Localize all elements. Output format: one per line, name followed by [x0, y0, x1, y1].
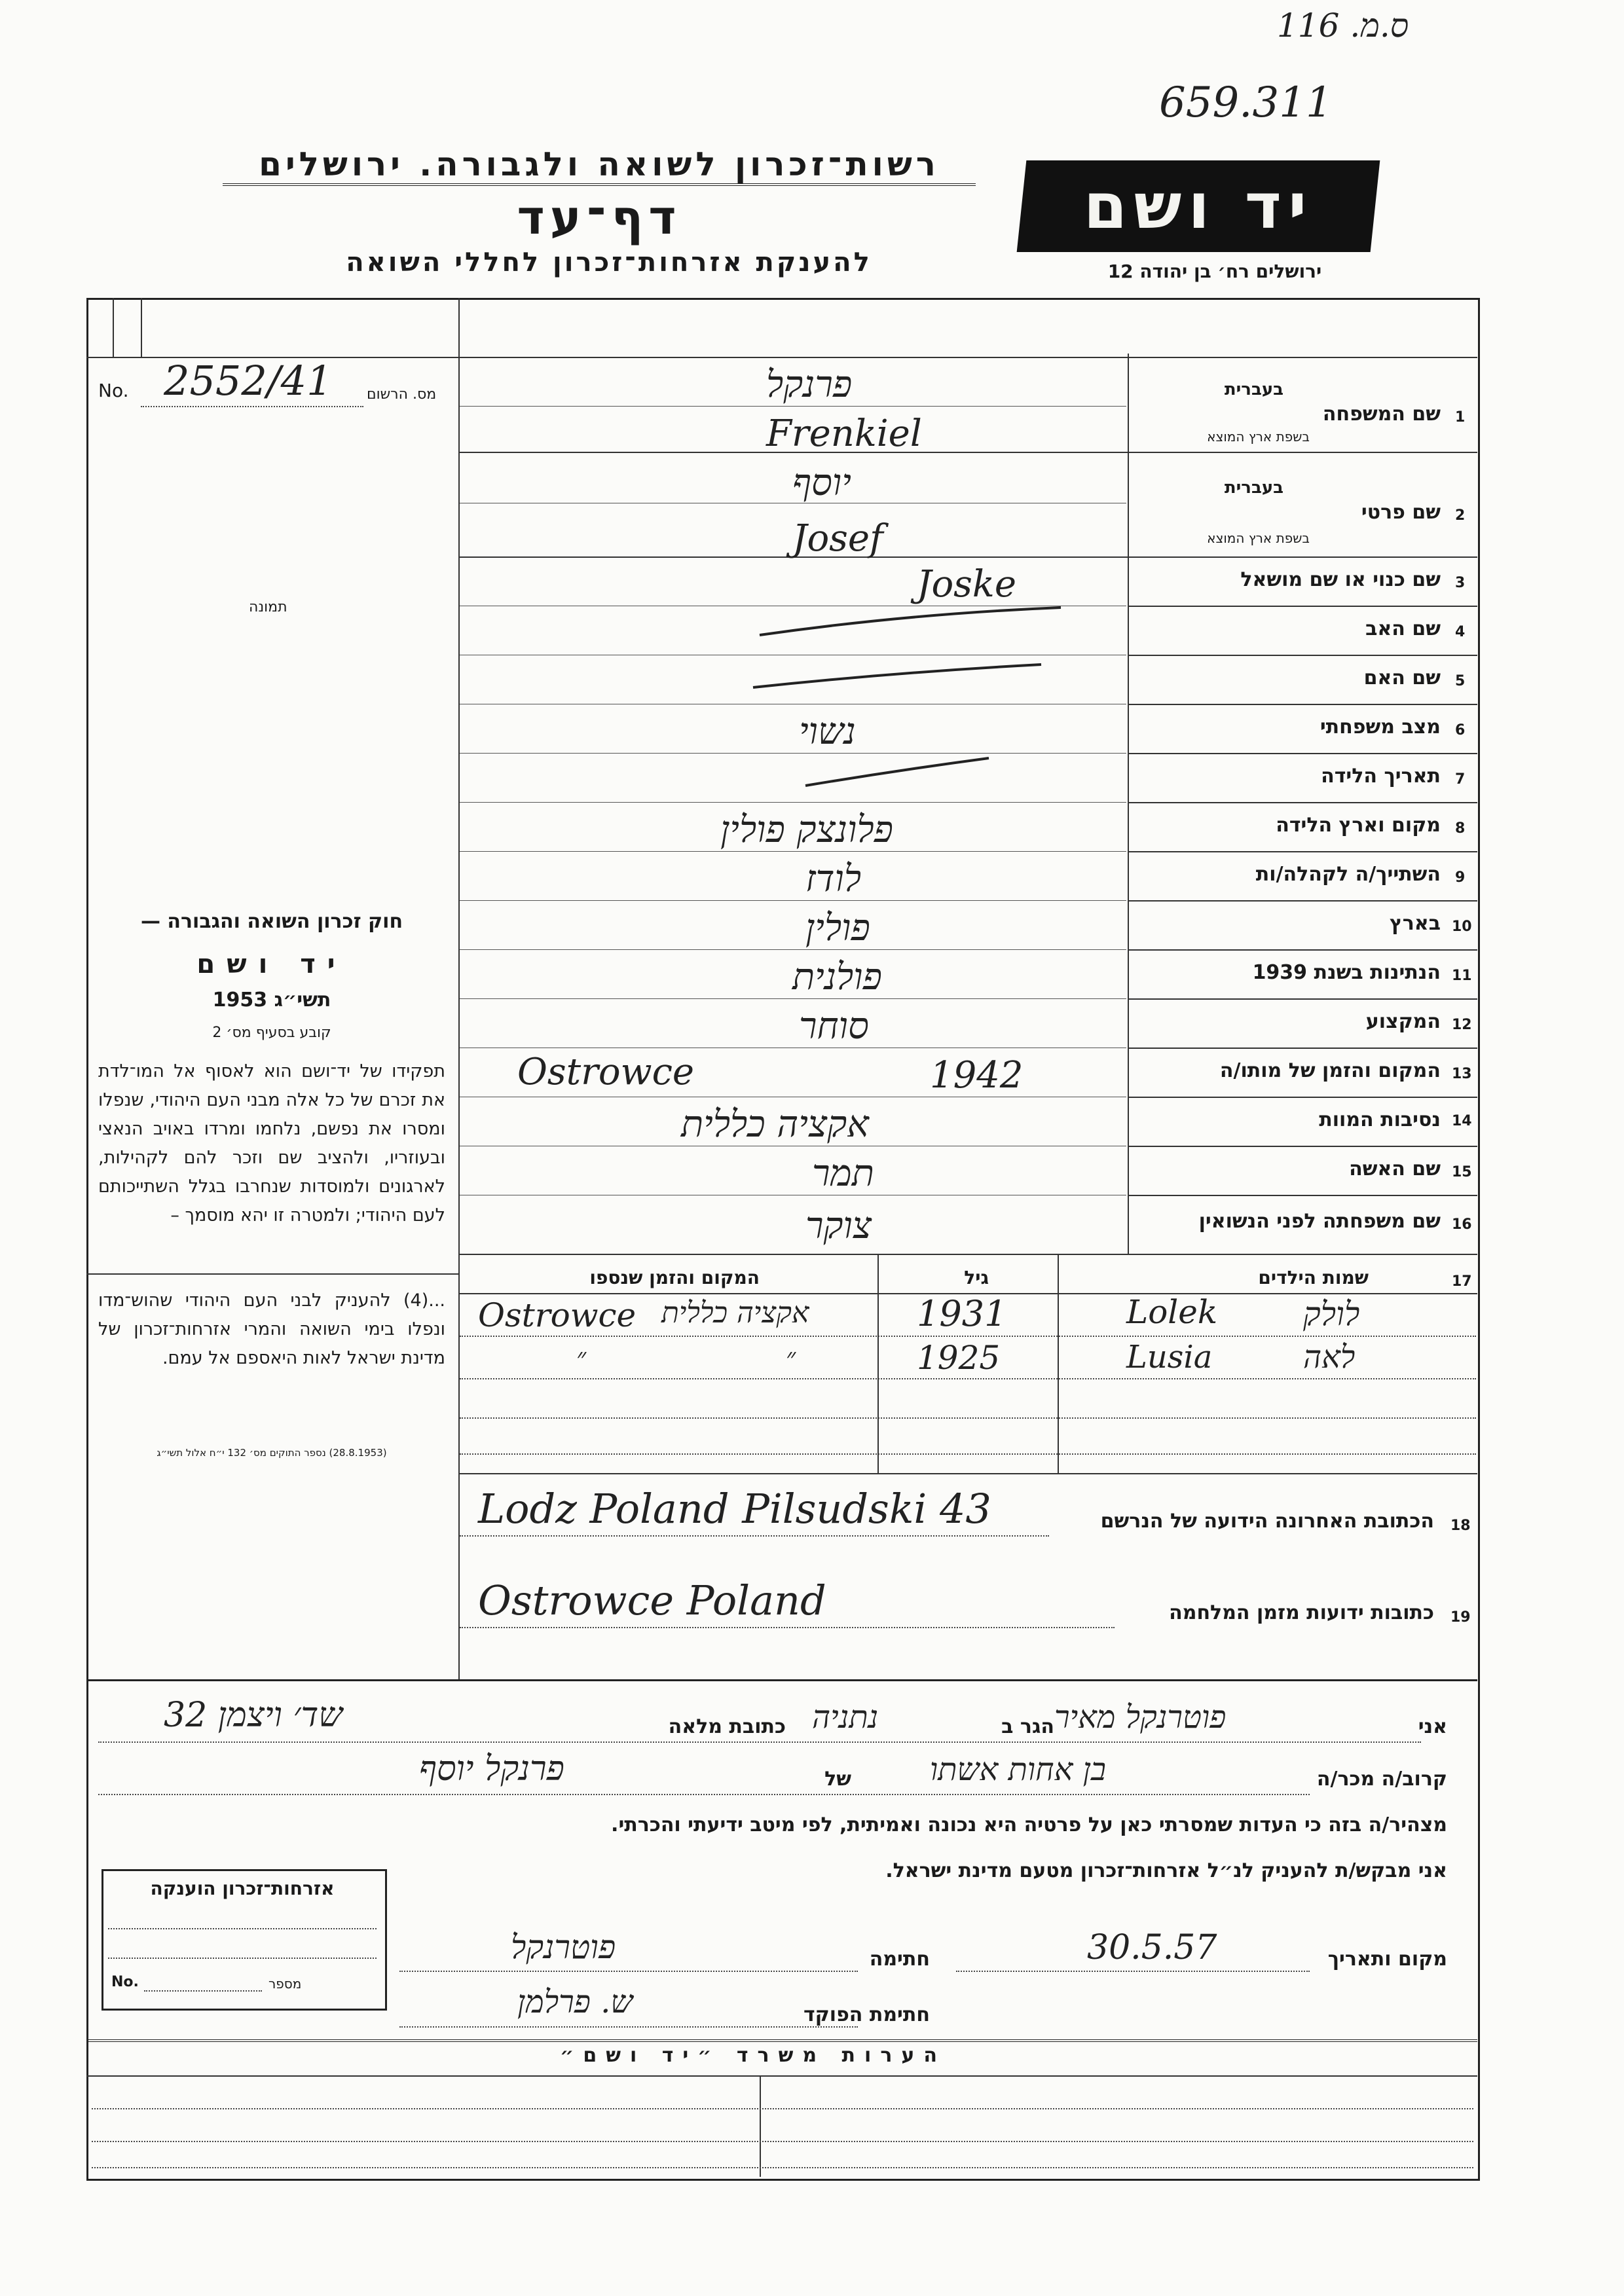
field-18-number: 18	[1450, 1518, 1471, 1534]
field-11-number: 11	[1452, 968, 1472, 984]
field-8-value: פלונצק פולין	[720, 809, 894, 851]
signature-value: פוטרנקל	[511, 1928, 616, 1966]
citizenship-num-label: מספר	[268, 1976, 302, 1992]
field-16-value: צוקר	[805, 1205, 872, 1247]
declarant-gar-value: נתניה	[812, 1699, 879, 1736]
row-line	[1128, 753, 1477, 754]
declarant-line-1	[98, 1741, 1421, 1743]
field-10-number: 10	[1452, 919, 1472, 935]
row-line	[1128, 998, 1477, 1000]
law-paragraph-1: תפקידו של יד־ושם הוא לאסוף אל המו־לדת את זכרם של כל אלה מבני העם היהודי, שנפלו ומסרו את נפשם, נלחמו ומרדו באויב הנאצי ובעוזריו, ולהציב שם וזכר להם לקהילות, לארגונים ולמוסדות שנחרבו בגלל השתייכותם לעם היהודי; ולמטרה זו יהא מוסמך –	[98, 1061, 445, 1226]
logo-text: יד ושם	[1083, 170, 1314, 243]
row-line	[1128, 1048, 1477, 1049]
field-1-value-hebrew: פרנקל	[766, 363, 853, 406]
citizenship-line-2	[108, 1958, 377, 1959]
field-9-value: לודז	[805, 858, 862, 900]
left-col-divider	[458, 298, 460, 1679]
law-separator	[86, 1273, 460, 1275]
reg-no-dots	[141, 406, 363, 407]
declarant-addr-label: כתובת מלאה	[668, 1715, 786, 1738]
row-line	[1128, 1097, 1477, 1098]
field-18-value: Lodz Poland Pilsudski 43	[478, 1485, 991, 1533]
declarant-line-2	[98, 1794, 1310, 1795]
law-name: יד ושם	[196, 949, 347, 979]
field-10-label: בארץ	[1389, 912, 1441, 935]
child-2-name-latin: Lusia	[1126, 1339, 1213, 1376]
field-15-value: תמר	[812, 1152, 874, 1195]
field-3-label: שם כנוי או שם מושאל	[1240, 568, 1441, 591]
field-2-sub-origin: בשפת ארץ המוצא	[1207, 530, 1310, 546]
signature-label: חתימה	[869, 1948, 930, 1971]
citizenship-line-1	[108, 1928, 377, 1929]
declaration-text: מצהיר/ה בזה כי העדות שמסרתי כאן על פרטיה היא נכונה ואמיתית, לפי מיטב ידיעתי והכרתי.	[611, 1813, 1447, 1836]
field-1-sub-hebrew: בעברית	[1224, 380, 1283, 399]
record-number-annotation: 659.311	[1159, 79, 1333, 127]
field-1-number: 1	[1455, 409, 1466, 426]
field-2-value-latin: Josef	[792, 517, 883, 560]
law-paragraph-2: ...(4) להעניק לבני העם היהודי שהוש־מדו ונפלו בימי השואה והמרי אזרחות־זכרון של מדינת ישראל לאות היאספם אל עמם.	[98, 1290, 445, 1368]
law-footnote: (28.8.1953) נספר התוקים מס׳ 132 י״ח אלול תשי״ג	[157, 1447, 387, 1459]
children-row-line	[460, 1417, 1476, 1419]
reg-no-value: 2552/41	[164, 357, 333, 405]
field-5-strike	[747, 658, 1048, 697]
children-col-names: שמות הילדים	[1258, 1267, 1369, 1288]
remarks-title: הערות משרד ״יד ושם״	[560, 2044, 946, 2067]
place-date-value: 30.5.57	[1087, 1928, 1217, 1967]
field-16-number: 16	[1452, 1216, 1472, 1233]
fill-line	[460, 802, 1126, 803]
authority-heading: רשות־זכרון לשואה ולגבורה. ירושלים	[223, 145, 976, 186]
field-9-number: 9	[1455, 869, 1466, 886]
yad-vashem-logo	[1017, 160, 1380, 252]
field-3-value: Joske	[917, 563, 1016, 606]
row-line	[458, 556, 1477, 558]
fill-line	[460, 900, 1126, 901]
child-2-year: 1925	[917, 1339, 1001, 1377]
reg-no-caption: מס. הרשום	[367, 386, 437, 403]
fill-line	[460, 998, 1126, 999]
declarant-rel-value: בן אחות אשתו	[930, 1751, 1106, 1788]
field-10-value: פולין	[805, 907, 870, 949]
field-13-label: המקום והזמן של מותו/ה	[1219, 1059, 1441, 1082]
field-3-number: 3	[1455, 575, 1466, 591]
row-line	[1128, 1146, 1477, 1147]
field-6-number: 6	[1455, 722, 1466, 738]
remarks-top-line	[86, 2039, 1477, 2042]
field-12-number: 12	[1452, 1017, 1472, 1033]
field-8-number: 8	[1455, 820, 1466, 837]
row-line	[1128, 949, 1477, 951]
field-15-label: שם האשה	[1349, 1157, 1441, 1180]
declarant-ani-label: אני	[1418, 1715, 1447, 1738]
field-17-number: 17	[1452, 1273, 1472, 1290]
declarant-addr-value: שד׳ ויצמן 32	[164, 1696, 343, 1735]
fill-line	[460, 949, 1126, 950]
field-6-label: מצב משפחתי	[1320, 716, 1441, 738]
child-1-place: Ostrowce	[478, 1296, 637, 1334]
row-line	[458, 452, 1477, 453]
declarant-top-line	[86, 1679, 1477, 1681]
field-11-value: פולנית	[792, 956, 882, 998]
field-4-strike	[753, 602, 1067, 642]
field-1-sub-origin: בשפת ארץ המוצא	[1207, 429, 1310, 445]
field-5-label: שם האם	[1363, 666, 1441, 689]
field-19-label: כתובות ידועות מזמן המלחמה	[1169, 1601, 1434, 1624]
place-date-line	[956, 1971, 1310, 1972]
children-row-line	[460, 1453, 1476, 1455]
children-row-line	[460, 1378, 1476, 1379]
row-line	[1128, 1195, 1477, 1196]
row-line	[1128, 655, 1477, 656]
row-line	[1128, 851, 1477, 852]
officer-signature-line	[399, 2026, 858, 2028]
row-line	[1128, 704, 1477, 705]
field-11-label: הנתינות בשנת 1939	[1252, 961, 1441, 984]
declarant-of-label: של	[824, 1768, 851, 1791]
field-4-label: שם האב	[1365, 617, 1441, 640]
field-1-label: שם המשפחה	[1322, 403, 1441, 426]
field-7-label: תאריך הלידה	[1321, 765, 1441, 788]
field-18-label: הכתובת האחרונה הידועה של הנרשם	[1100, 1510, 1434, 1533]
law-title: חוק זכרון השואה והגבורה —	[140, 910, 403, 933]
remarks-header-line	[86, 2075, 1477, 2077]
children-col-age: גיל	[964, 1267, 989, 1288]
fill-line	[460, 851, 1126, 852]
field-14-label: נסיבות המוות	[1319, 1108, 1441, 1131]
field-4-number: 4	[1455, 624, 1466, 640]
request-text: אני מבקש/ת להעניק לנ״ל אזרחות־זכרון מטעם מדינת ישראל.	[885, 1859, 1447, 1882]
children-col-div-1	[877, 1254, 879, 1473]
row-line	[1128, 802, 1477, 803]
field-8-label: מקום וארץ הלידה	[1276, 814, 1441, 837]
field-2-label: שם פרטי	[1361, 501, 1441, 524]
field-5-number: 5	[1455, 673, 1466, 689]
field-13-value-place: Ostrowce	[517, 1051, 695, 1093]
children-col-place: המקום והזמן שנספו	[589, 1267, 760, 1288]
header-tick-2	[141, 298, 142, 357]
photo-label: תמונה	[249, 599, 287, 615]
field-7-strike	[799, 753, 995, 792]
field-12-label: המקצוע	[1365, 1010, 1441, 1033]
child-1-year: 1931	[917, 1293, 1007, 1334]
field-13-value-year: 1942	[930, 1054, 1024, 1097]
row-line	[1128, 606, 1477, 607]
field-14-number: 14	[1452, 1113, 1472, 1129]
form-title: דף־עד	[517, 190, 682, 245]
law-clause: קובע בסעיף מס׳ 2	[212, 1025, 331, 1041]
field-6-value: נשוי	[799, 710, 856, 753]
declarant-name: פוטרנקל מאיר	[1054, 1699, 1227, 1736]
law-year: תשי״ג 1953	[212, 989, 331, 1011]
reg-no-label: No.	[98, 380, 129, 401]
signature-line	[399, 1971, 858, 1972]
children-bottom-line	[458, 1473, 1477, 1474]
remarks-line-3	[92, 2167, 1473, 2168]
fill-line	[460, 406, 1126, 407]
remarks-line-1	[92, 2108, 1473, 2109]
field-9-label: השתייך/ה לקהלה/ות	[1255, 863, 1441, 886]
field-12-value: סוחר	[799, 1005, 869, 1048]
field-13-number: 13	[1452, 1066, 1472, 1082]
form-subtitle: להענקת אזרחות־זכרון לחללי השואה	[346, 247, 872, 278]
children-col-div-2	[1058, 1254, 1059, 1473]
field-2-number: 2	[1455, 507, 1466, 524]
child-2-name-hebrew: לאה	[1303, 1339, 1356, 1376]
place-date-label: מקום ותאריך	[1327, 1948, 1447, 1971]
field-19-value: Ostrowce Poland	[478, 1576, 826, 1624]
field-16-label: שם משפחתה לפני הנשואין	[1198, 1210, 1441, 1233]
field-14-value: אקציה כללית	[681, 1103, 869, 1146]
field-15-number: 15	[1452, 1164, 1472, 1180]
declarant-gar-label: הגר ב	[1001, 1715, 1054, 1738]
field-2-value-hebrew: יוסף	[792, 462, 851, 504]
labels-divider	[1128, 354, 1129, 1254]
child-1-name-hebrew: לולק	[1303, 1295, 1360, 1333]
child-1-place-2: אקציה כללית	[661, 1296, 809, 1330]
citizenship-line-3	[144, 1990, 262, 1992]
field-1-value-latin: Frenkiel	[766, 412, 922, 455]
remarks-line-2	[92, 2141, 1473, 2142]
officer-signature-value: ש. פרלמן	[517, 1984, 633, 2020]
field-18-dots	[460, 1535, 1049, 1537]
officer-signature-label: חתימת הפוקד	[803, 2003, 930, 2026]
citizenship-title: אזרחות־זכרון הוענקה	[150, 1878, 335, 1899]
field-2-sub-hebrew: בעברית	[1224, 478, 1283, 498]
file-ref-annotation: ס.מ. 116	[1277, 7, 1409, 45]
citizenship-no-label: No.	[111, 1974, 139, 1990]
child-2-place: ״	[576, 1343, 587, 1373]
field-7-number: 7	[1455, 771, 1466, 788]
fill-line	[460, 753, 1126, 754]
remarks-divider	[760, 2075, 761, 2177]
child-2-place-2: ״	[786, 1343, 796, 1373]
header-tick-1	[113, 298, 114, 357]
declarant-of-value: פרנקל יוסף	[419, 1749, 564, 1789]
children-top-line	[458, 1254, 1477, 1255]
children-row-line	[460, 1336, 1476, 1337]
field-19-number: 19	[1450, 1609, 1471, 1626]
row-line	[1128, 900, 1477, 902]
field-19-dots	[460, 1627, 1115, 1628]
declarant-rel-label: קרוב/ה מכר/ה	[1316, 1768, 1447, 1791]
address-line: ירושלים רח׳ בן יהודה 12	[1107, 261, 1322, 282]
child-1-name-latin: Lolek	[1126, 1293, 1218, 1331]
